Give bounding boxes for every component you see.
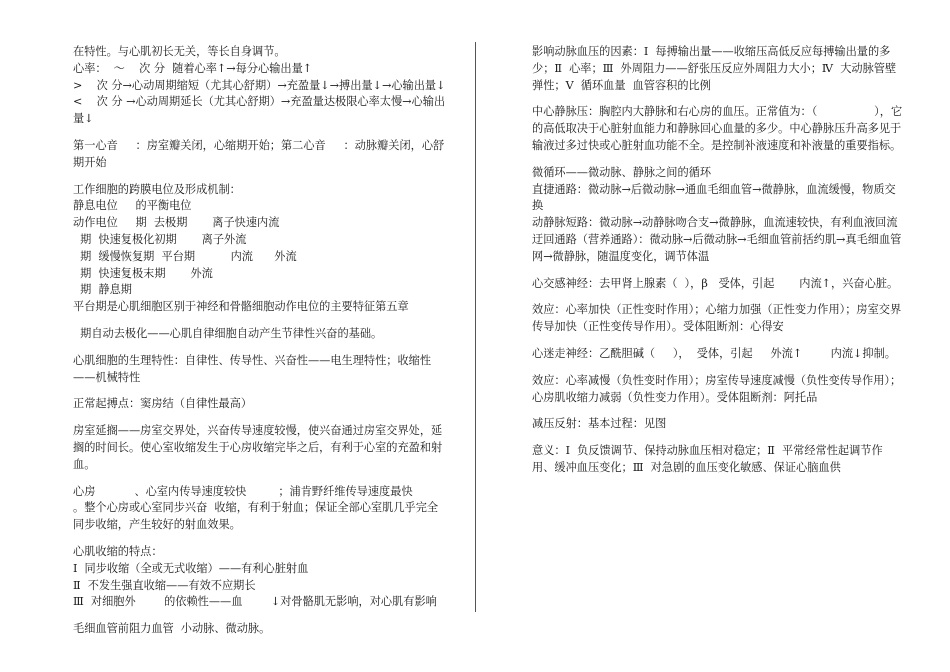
left-paragraph <box>73 484 448 534</box>
text-line: 期自动去极化——心肌自律细胞自动产生节律性兴奋的基础。 <box>73 326 383 340</box>
text-line: 心迷走神经：乙酰胆碱（ ）， 受体，引起 外流↑ 内流↓抑制。 <box>532 346 896 360</box>
text-line: 动静脉短路：微动脉→动静脉吻合支→微静脉，血流速较快，有利血液回流 <box>532 216 898 230</box>
text-line: 中心静脉压：胸腔内大静脉和右心房的血压。正常值为：（ ），它的高低取决于心脏射血能力和静脉回心血量的多少。中心静脉压升高多见于输液过多过快或心脏射血功能不全。是控制补液速度和补液量的重要指标。 <box>532 105 903 152</box>
text-line: 微循环——微动脉、静脉之间的循环 <box>532 165 712 179</box>
left-paragraph <box>73 396 448 413</box>
left-paragraph <box>73 138 448 172</box>
text-line: Ⅲ 对细胞外 的依赖性——血 ↓对骨骼肌无影响，对心肌有影响 <box>73 595 437 609</box>
text-line: 期 快速复极化初期 离子外流 <box>73 232 247 246</box>
text-line: 迂回通路（营养通路）：微动脉→后微动脉→毛细血管前括约肌→真毛细血管网→微静脉，随温度变化，调节体温 <box>532 232 902 263</box>
text-line: 期 静息期 <box>73 283 132 297</box>
text-line: 正常起搏点：窦房结（自律性最高） <box>73 397 253 411</box>
text-line: < 次 分 →心动周期延长（尤其心舒期）→充盈量达极限心率太慢→心输出量↓ <box>73 95 446 126</box>
right-paragraph <box>532 443 904 477</box>
right-column <box>532 44 904 487</box>
right-paragraph <box>532 165 904 266</box>
left-paragraph <box>73 182 448 316</box>
left-paragraph <box>73 544 448 611</box>
text-line: 效应：心率加快（正性变时作用）；心缩力加强（正性变力作用）；房室交界传导加快（正性变传导作用）。受体阻断剂：心得安 <box>532 303 902 334</box>
text-line: 期 快速复极末期 外流 <box>73 266 213 280</box>
text-line: 心率： ～ 次 分 随着心率↑→每分心输出量↑ <box>73 61 313 75</box>
right-paragraph <box>532 44 904 94</box>
text-line: 心肌收缩的特点： <box>73 544 163 558</box>
right-paragraph <box>532 416 904 433</box>
right-paragraph <box>532 346 904 363</box>
text-line: 动作电位 期 去极期 离子快速内流 <box>73 216 280 230</box>
right-paragraph <box>532 104 904 154</box>
text-line: 直捷通路：微动脉→后微动脉→通血毛细血管→微静脉，血流缓慢，物质交换 <box>532 182 896 213</box>
text-line: 静息电位 的平衡电位 <box>73 199 192 213</box>
right-paragraph <box>532 373 904 407</box>
text-line: 平台期是心肌细胞区别于神经和骨骼细胞动作电位的主要特征第五章 <box>73 300 409 314</box>
text-line: 心肌细胞的生理特性：自律性、传导性、兴奋性——电生理特性；收缩性——机械特性 <box>73 353 432 384</box>
text-line: 在特性。与心肌初长无关，等长自身调节。 <box>73 45 286 58</box>
text-line: 房室延搁——房室交界处，兴奋传导速度较慢，使兴奋通过房室交界处，延搁的时间长。使心室收缩发生于心房收缩完毕之后，有利于心室的充盈和射血。 <box>73 424 443 471</box>
text-line: Ⅰ 同步收缩（全或无式收缩）——有利心脏射血 <box>73 561 309 575</box>
right-paragraph <box>532 276 904 293</box>
text-line: 影响动脉血压的因素：Ⅰ 每搏输出量——收缩压高低反应每搏输出量的多少；Ⅱ 心率；Ⅲ 外周阻力——舒张压反应外周阻力大小；Ⅳ 大动脉管壁弹性；Ⅴ 循环血量 血管容积的比例 <box>532 45 897 92</box>
text-line: 效应：心率减慢（负性变时作用）；房室传导速度减慢（负性变传导作用）；心房肌收缩力减弱（负性变力作用）。受体阻断剂：阿托品 <box>532 373 902 404</box>
text-line: Ⅱ 不发生强直收缩——有效不应期长 <box>73 578 256 592</box>
left-column <box>73 44 448 648</box>
text-line: 期 缓慢恢复期 平台期 内流 外流 <box>73 249 297 263</box>
text-line: 心房 、心室内传导速度较快 ；浦肯野纤维传导速度最快 。整个心房或心室同步兴奋 收缩，有利于射血；保证全部心室肌几乎完全同步收缩，产生较好的射血效果。 <box>73 484 442 532</box>
left-paragraph <box>73 44 448 128</box>
left-paragraph <box>73 423 448 473</box>
text-line: 心交感神经：去甲肾上腺素（ ），β 受体，引起 内流↑，兴奋心脏。 <box>532 276 899 290</box>
text-line: 第一心音 ：房室瓣关闭，心缩期开始；第二心音 ：动脉瓣关闭，心舒期开始 <box>73 138 445 169</box>
text-line: > 次 分→心动周期缩短（尤其心舒期）→充盈量↓→搏出量↓→心输出量↓ <box>73 78 446 92</box>
right-paragraph <box>532 302 904 336</box>
text-line: 意义：Ⅰ 负反馈调节、保持动脉血压相对稳定；Ⅱ 平常经常性起调节作用、缓冲血压变化；Ⅲ 对急剧的血压变化敏感、保证心脑血供 <box>532 444 883 474</box>
left-paragraph <box>73 621 448 638</box>
text-line: 工作细胞的跨膜电位及形成机制： <box>73 182 241 196</box>
left-paragraph <box>73 353 448 387</box>
text-line: 减压反射：基本过程：见图 <box>532 417 667 431</box>
column-divider <box>475 42 476 612</box>
text-line: 毛细血管前阻力血管 小动脉、微动脉。 <box>73 622 271 636</box>
left-paragraph <box>73 326 448 343</box>
